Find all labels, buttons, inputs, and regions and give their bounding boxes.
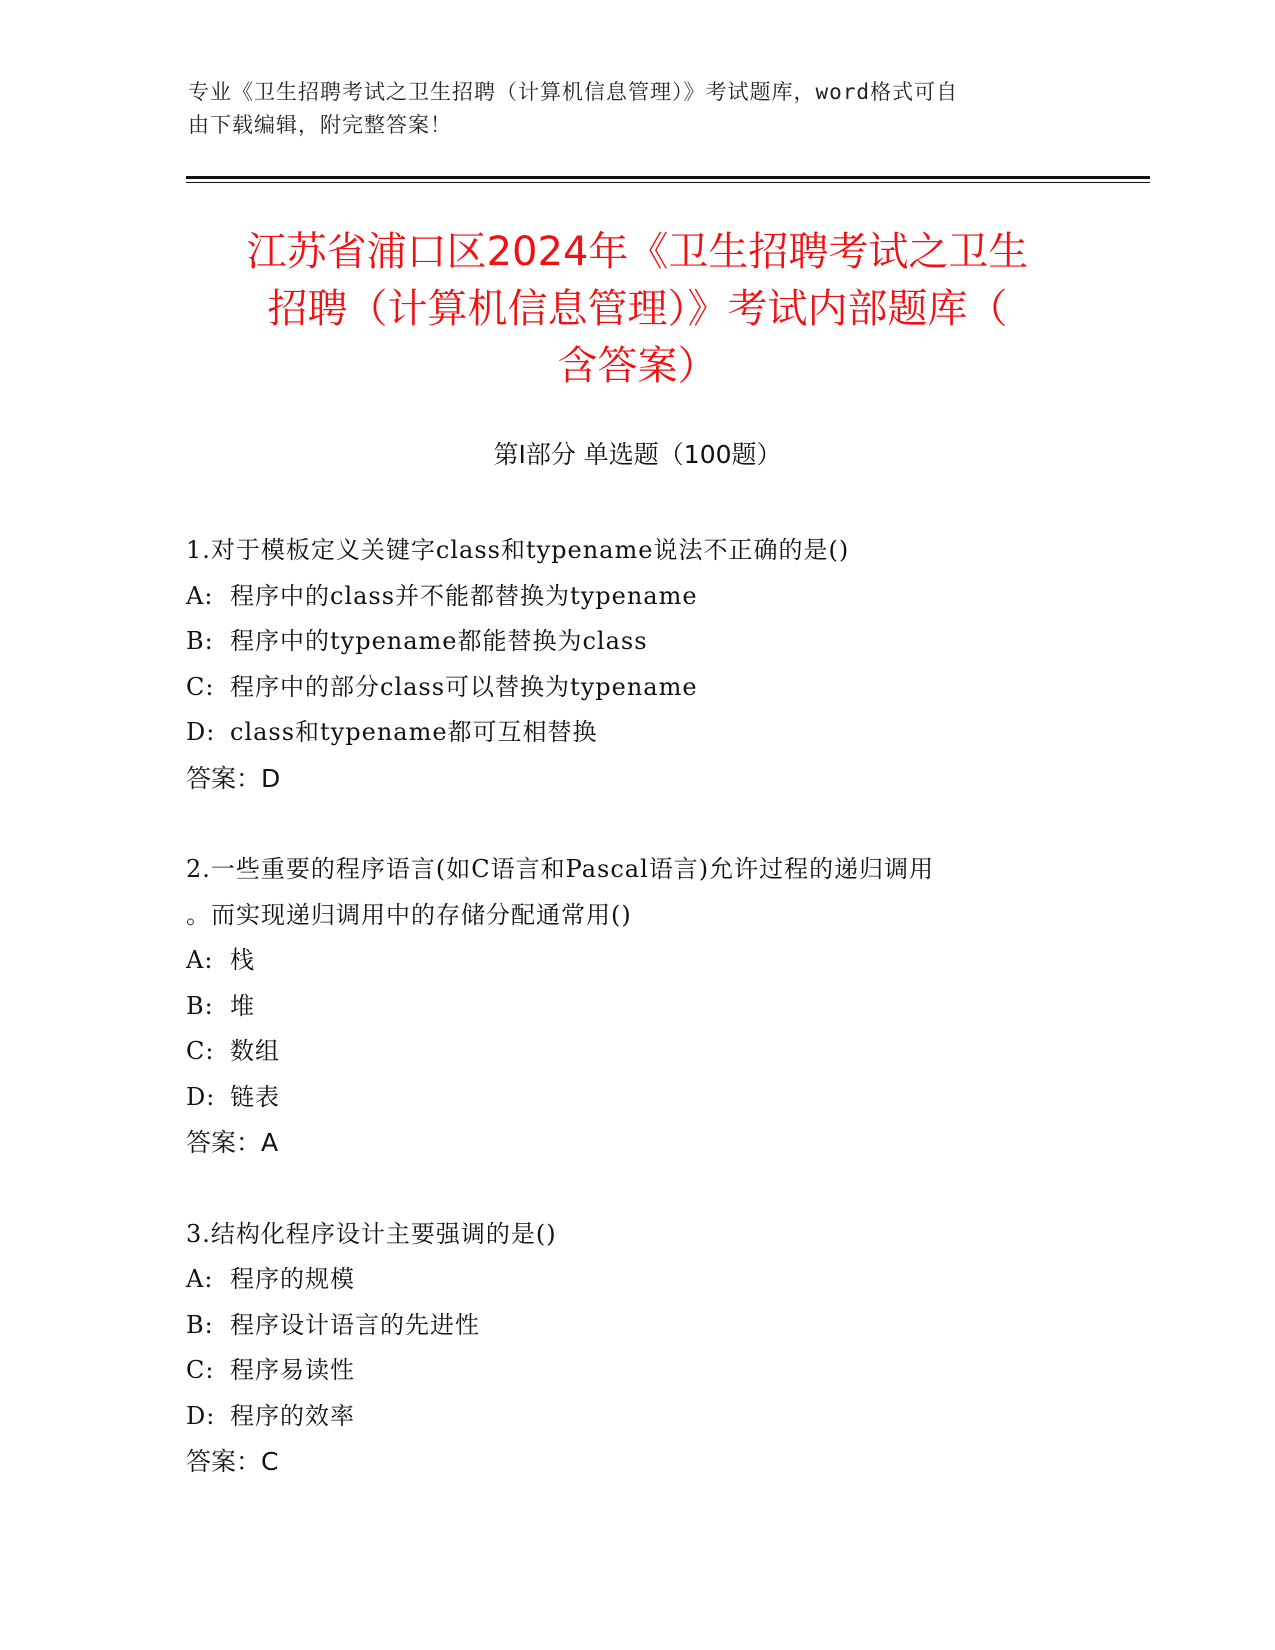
question-stem: 1.对于模板定义关键字class和typename说法不正确的是()	[186, 536, 850, 564]
option-a	[186, 574, 1076, 620]
option-text: 程序的效率	[230, 1401, 355, 1430]
option-letter: B:	[186, 1310, 214, 1339]
question-stem: 2.一些重要的程序语言(如C语言和Pascal语言)允许过程的递归调用	[186, 855, 935, 883]
option-c	[186, 1348, 1076, 1394]
option-c	[186, 665, 1076, 711]
option-text: 程序易读性	[230, 1356, 355, 1384]
option-c	[186, 1029, 1076, 1075]
option-d	[186, 710, 1076, 756]
option-letter: B:	[186, 991, 214, 1020]
option-text: 程序中的typename都能替换为class	[230, 627, 648, 655]
option-text: 程序的规模	[230, 1265, 355, 1293]
option-d	[186, 1394, 1076, 1440]
option-letter: B:	[186, 627, 214, 655]
option-text: 链表	[230, 1082, 280, 1111]
question-item	[186, 1212, 1076, 1485]
answer-label: 答案：D	[186, 763, 281, 793]
option-letter: A:	[186, 581, 214, 610]
title-line-1: 江苏省浦口区2024年《卫生招聘考试之卫生	[246, 229, 1029, 275]
question-list	[186, 528, 1076, 1531]
option-b	[186, 619, 1076, 665]
option-letter: D:	[186, 1082, 216, 1111]
answer-label: 答案：A	[186, 1128, 279, 1157]
question-stem-continued: 。而实现递归调用中的存储分配通常用()	[186, 900, 632, 929]
option-letter: A:	[186, 1265, 214, 1293]
option-text: 程序中的class并不能都替换为typename	[230, 581, 698, 610]
option-letter: A:	[186, 946, 214, 974]
option-letter: C:	[186, 1356, 215, 1384]
option-text: 程序设计语言的先进性	[230, 1310, 480, 1339]
section-title: 第Ⅰ部分 单选题（100题）	[493, 440, 782, 469]
option-text: 栈	[230, 946, 255, 974]
option-text: 数组	[230, 1037, 280, 1065]
header-divider-thin	[186, 182, 1150, 183]
title-line-2: 招聘（计算机信息管理）》考试内部题库（	[267, 286, 1008, 332]
question-item	[186, 528, 1076, 801]
document-header-note	[188, 76, 1088, 142]
option-letter: D:	[186, 1401, 216, 1430]
option-text: 程序中的部分class可以替换为typename	[230, 672, 698, 701]
document-title	[160, 224, 1115, 395]
option-text: class和typename都可互相替换	[230, 718, 598, 746]
header-note-line-1: 专业《卫生招聘考试之卫生招聘（计算机信息管理）》考试题库，word格式可自	[188, 80, 959, 104]
question-item	[186, 847, 1076, 1166]
question-stem: 3.结构化程序设计主要强调的是()	[186, 1219, 557, 1248]
title-line-3: 含答案）	[557, 343, 718, 389]
answer-label: 答案：C	[186, 1447, 279, 1476]
option-a	[186, 1257, 1076, 1303]
option-b	[186, 1303, 1076, 1349]
header-note-line-2: 由下载编辑，附完整答案！	[188, 113, 452, 137]
option-letter: C:	[186, 672, 215, 701]
option-b	[186, 984, 1076, 1030]
option-letter: C:	[186, 1037, 215, 1065]
option-text: 堆	[230, 991, 255, 1020]
option-d	[186, 1075, 1076, 1121]
header-divider-thick	[186, 176, 1150, 179]
option-letter: D:	[186, 718, 216, 746]
option-a	[186, 938, 1076, 984]
